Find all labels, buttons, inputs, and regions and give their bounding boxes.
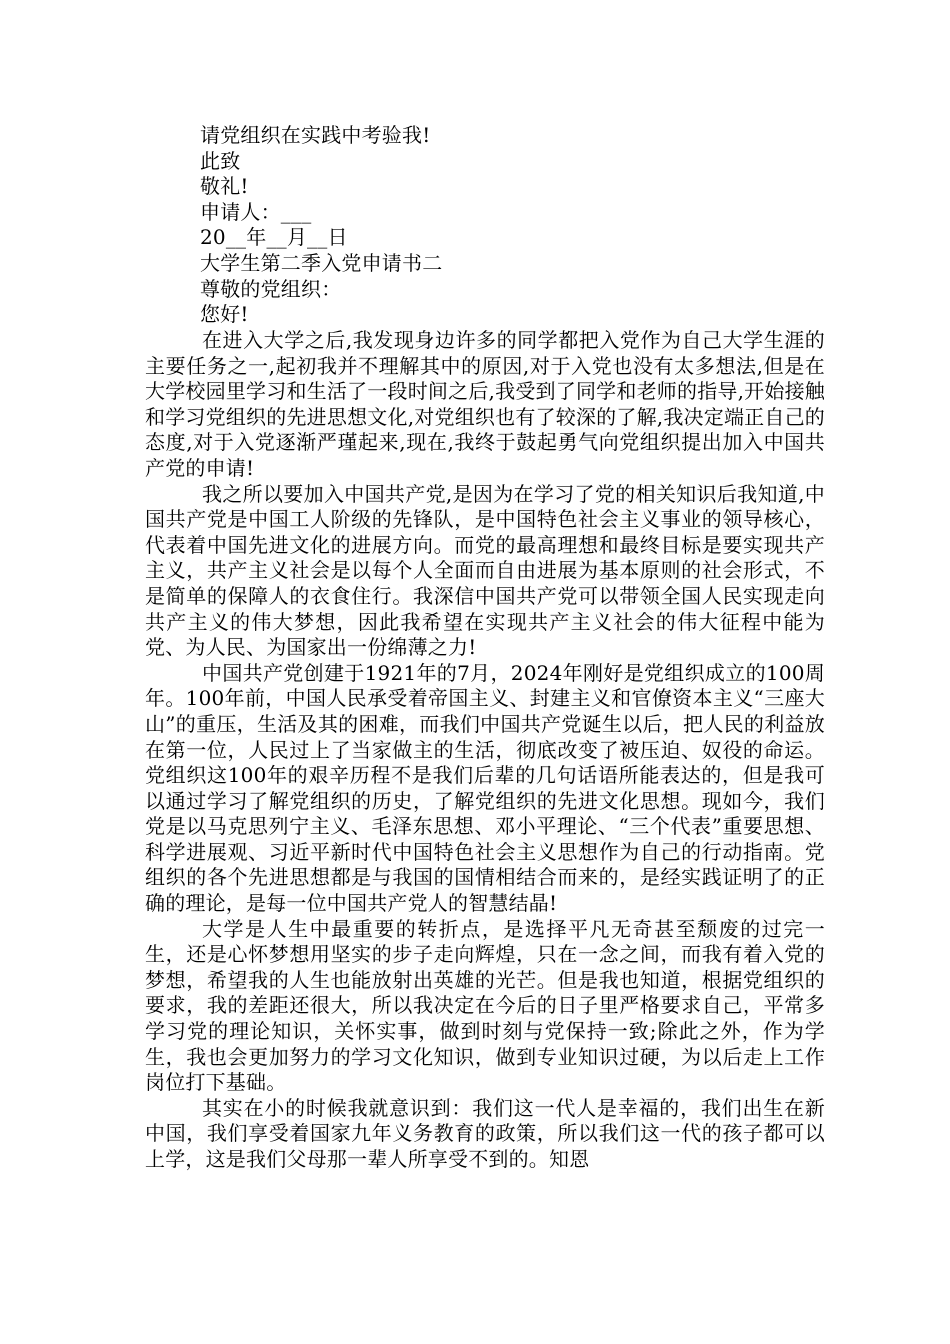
body-paragraph: 大学是人生中最重要的转折点，是选择平凡无奇甚至颓废的过完一生，还是心怀梦想用坚实的步子走向辉煌，只在一念之间，而我有着入党的梦想，希望我的人生也能放射出英雄的光芒。但是我也知道，根据党组织的要求，我的差距还很大，所以我决定在今后的日子里严格要求自己，平常多学习党的理论知识，关怀实事，做到时刻与党保持一致;除此之外，作为学生，我也会更加努力的学习文化知识，做到专业知识过硬，为以后走上工作岗位打下基础。 <box>145 916 825 1095</box>
body-paragraph: 中国共产党创建于1921年的7月，2024年刚好是党组织成立的100周年。100年前，中国人民承受着帝国主义、封建主义和官僚资本主义“三座大山”的重压，生活及其的困难，而我们中国共产党诞生以后，把人民的利益放在第一位，人民过上了当家做主的生活，彻底改变了被压迫、奴役的命运。党组织这100年的艰辛历程不是我们后辈的几句话语所能表达的，但是我可以通过学习了解党组织的历史，了解党组织的先进文化思想。现如今，我们党是以马克思列宁主义、毛泽东思想、邓小平理论、“三个代表”重要思想、科学进展观、习近平新时代中国特色社会主义思想作为自己的行动指南。党组织的各个先进思想都是与我国的国情相结合而来的，是经实践证明了的正确的理论，是每一位中国共产党人的智慧结晶! <box>145 660 825 916</box>
body-paragraph: 其实在小的时候我就意识到：我们这一代人是幸福的，我们出生在新中国，我们享受着国家九年义务教育的政策，所以我们这一代的孩子都可以上学，这是我们父母那一辈人所享受不到的。知恩 <box>145 1095 825 1171</box>
header-line: 申请人：___ <box>200 199 312 224</box>
header-line: 大学生第二季入党申请书二 <box>200 250 443 275</box>
header-line: 尊敬的党组织： <box>200 276 342 301</box>
header-line: 此致 <box>200 148 241 173</box>
body-paragraph: 我之所以要加入中国共产党,是因为在学习了党的相关知识后我知道,中国共产党是中国工人阶级的先锋队，是中国特色社会主义事业的领导核心，代表着中国先进文化的进展方向。而党的最高理想和最终目标是要实现共产主义，共产主义社会是以每个人全面而自由进展为基本原则的社会形式，不是简单的保障人的衣食住行。我深信中国共产党可以带领全国人民实现走向共产主义的伟大梦想，因此我希望在实现共产主义社会的伟大征程中能为党、为人民、为国家出一份绵薄之力! <box>145 481 825 660</box>
letter-header-lines <box>145 123 825 328</box>
letter-body <box>145 328 825 1173</box>
header-line: 敬礼! <box>200 174 249 199</box>
header-line: 20__年__月__日 <box>200 225 348 250</box>
header-line: 请党组织在实践中考验我! <box>200 123 431 147</box>
header-line: 您好! <box>200 302 249 327</box>
body-paragraph: 在进入大学之后,我发现身边许多的同学都把入党作为自己大学生涯的主要任务之一,起初我并不理解其中的原因,对于入党也没有太多想法,但是在大学校园里学习和生活了一段时间之后,我受到了同学和老师的指导,开始接触和学习党组织的先进思想文化,对党组织也有了较深的了解,我决定端正自己的态度,对于入党逐渐严瑾起来,现在,我终于鼓起勇气向党组织提出加入中国共产党的申请! <box>145 328 825 480</box>
